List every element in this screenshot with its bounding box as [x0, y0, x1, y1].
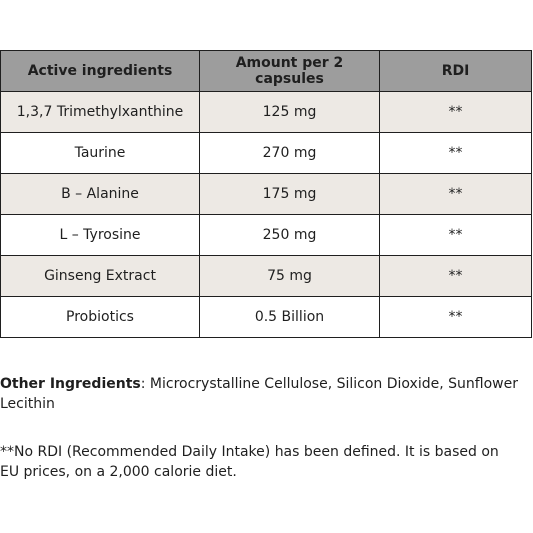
ingredient-amount: 175 mg — [200, 174, 380, 215]
other-ingredients-label: Other Ingredients — [0, 376, 141, 392]
ingredient-rdi: ** — [380, 133, 532, 174]
header-amount: Amount per 2 capsules — [200, 51, 380, 92]
ingredient-amount: 250 mg — [200, 215, 380, 256]
rdi-footnote: **No RDI (Recommended Daily Intake) has been defined. It is based on EU prices, on a 2,000 calorie diet. — [0, 444, 499, 480]
ingredient-name: Taurine — [1, 133, 200, 174]
table-row — [1, 92, 532, 133]
table-row — [1, 215, 532, 256]
ingredient-rdi: ** — [380, 92, 532, 133]
ingredient-name: Ginseng Extract — [1, 256, 200, 297]
header-active-ingredients: Active ingredients — [1, 51, 200, 92]
ingredients-table-container — [0, 50, 531, 338]
ingredient-amount: 0.5 Billion — [200, 297, 380, 338]
ingredient-rdi: ** — [380, 215, 532, 256]
ingredient-amount: 75 mg — [200, 256, 380, 297]
ingredient-rdi: ** — [380, 297, 532, 338]
table-header-row — [1, 51, 532, 92]
ingredient-amount: 125 mg — [200, 92, 380, 133]
table-row — [1, 133, 532, 174]
header-rdi: RDI — [380, 51, 532, 92]
table-row — [1, 256, 532, 297]
ingredients-table — [0, 50, 532, 338]
table-row — [1, 174, 532, 215]
other-ingredients-text: : Microcrystalline Cellulose, Silicon Dioxide, Sunflower Lecithin — [0, 376, 518, 412]
ingredient-name: Probiotics — [1, 297, 200, 338]
ingredient-name: B – Alanine — [1, 174, 200, 215]
ingredient-rdi: ** — [380, 256, 532, 297]
ingredient-rdi: ** — [380, 174, 532, 215]
other-ingredients — [0, 374, 520, 414]
ingredient-amount: 270 mg — [200, 133, 380, 174]
ingredient-name: 1,3,7 Trimethylxanthine — [1, 92, 200, 133]
ingredient-name: L – Tyrosine — [1, 215, 200, 256]
table-row — [1, 297, 532, 338]
